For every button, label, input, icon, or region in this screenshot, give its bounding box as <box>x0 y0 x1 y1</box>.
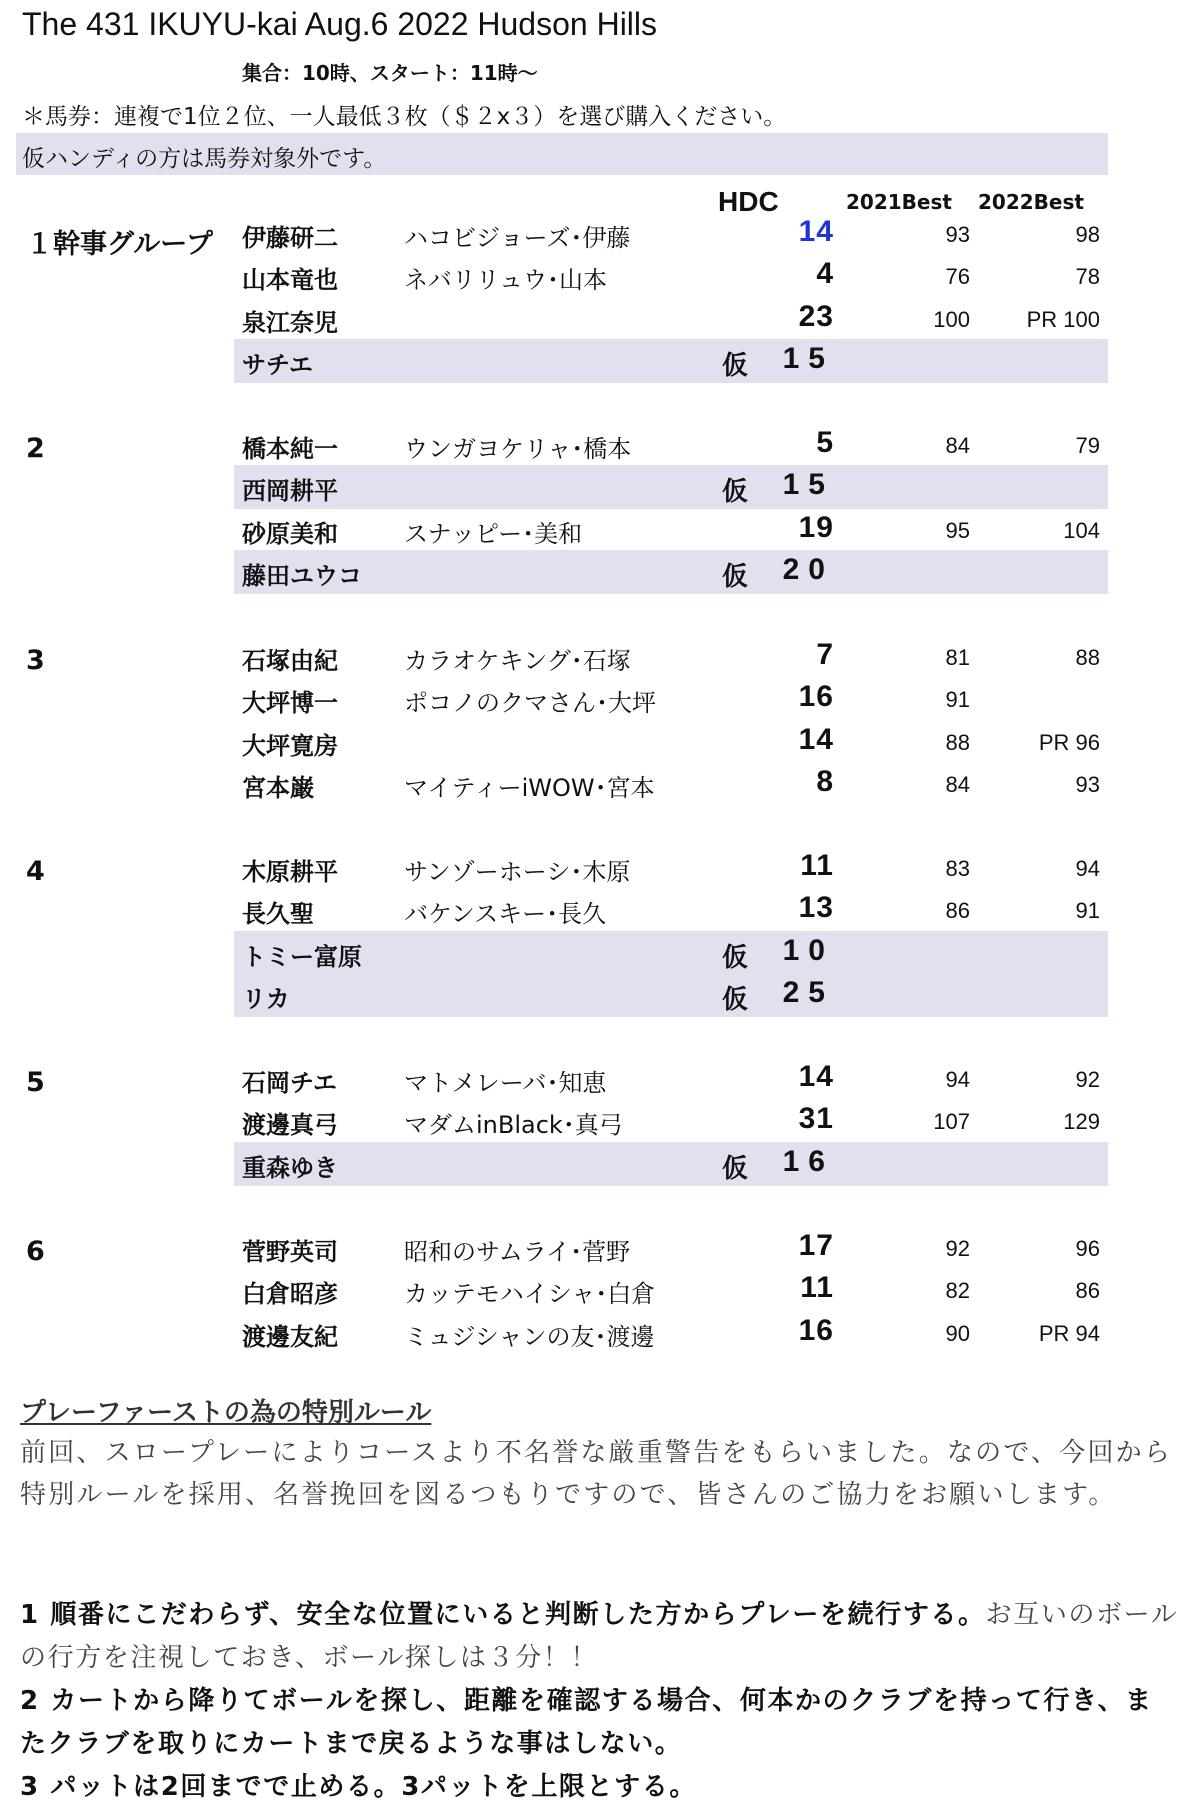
player-name: トミー富原 <box>242 942 362 971</box>
best-2021-score: 95 <box>945 517 970 543</box>
horse-name: ウンガヨケリャ･橋本 <box>404 435 632 463</box>
player-name: 橋本純一 <box>242 435 338 463</box>
provisional-mark: 仮 <box>722 477 749 508</box>
group-label: 6 <box>26 1236 45 1267</box>
best-2021-score: 84 <box>945 433 970 458</box>
handicap: 20 <box>782 552 834 586</box>
player-name: 石塚由紀 <box>242 647 338 675</box>
group-label: １幹事グループ <box>26 229 213 260</box>
best-2022-score: 94 <box>1075 856 1100 881</box>
player-name: 藤田ユウコ <box>242 561 362 590</box>
best-2022-score: PR 96 <box>1038 729 1100 755</box>
player-name: 砂原美和 <box>242 519 338 548</box>
best-2022-score: 79 <box>1075 433 1100 458</box>
handicap: 8 <box>816 764 834 798</box>
handicap: 7 <box>816 638 834 671</box>
best-2021-score: 94 <box>945 1067 970 1092</box>
provisional-mark: 仮 <box>722 561 749 592</box>
handicap: 25 <box>782 975 834 1009</box>
group-label: 4 <box>26 856 45 887</box>
handicap: 31 <box>798 1102 834 1136</box>
page-title: The 431 IKUYU-kai Aug.6 2022 Hudson Hills <box>22 6 658 42</box>
player-name: リカ <box>242 984 290 1013</box>
player-name: 伊藤研二 <box>242 224 338 252</box>
handicap: 16 <box>798 680 834 714</box>
handicap: 13 <box>798 891 834 925</box>
rule-item: 2 カートから降りてボールを探し、距離を確認する場合、何本かのクラブを持って行き、またクラブを取りにカートまで戻るような事はしない。 <box>20 1686 1153 1759</box>
provisional-row-highlight <box>234 550 1108 594</box>
handicap: 4 <box>816 257 834 291</box>
provisional-row-highlight <box>234 973 1108 1017</box>
player-name: 大坪博一 <box>242 689 338 718</box>
group-label: 3 <box>26 645 45 676</box>
best-2021-score: 100 <box>933 306 970 332</box>
best-2022-score: 78 <box>1075 264 1100 290</box>
provisional-note: 仮ハンディの方は馬券対象外です。 <box>22 146 387 172</box>
handicap: 14 <box>798 215 834 248</box>
player-name: 菅野英司 <box>242 1238 338 1266</box>
player-name: 白倉昭彦 <box>242 1280 338 1309</box>
player-name: 渡邊真弓 <box>242 1111 338 1140</box>
best-2022-score: 91 <box>1075 898 1100 924</box>
player-name: 大坪寛房 <box>242 731 338 760</box>
best-2022-score: PR 94 <box>1038 1320 1100 1346</box>
rules-title: プレーファーストの為の特別ルール <box>20 1398 432 1428</box>
handicap: 15 <box>782 341 834 375</box>
best-2021-score: 81 <box>945 645 970 670</box>
best-2022-score: 88 <box>1075 645 1100 670</box>
horse-name: スナッピー･美和 <box>404 519 583 548</box>
rule-item: 1 順番にこだわらず、安全な位置にいると判断した方からプレーを続行する。お互いのボールの行方を注視しておき、ボール探しは３分！！ <box>20 1600 1179 1673</box>
handicap: 19 <box>798 510 834 544</box>
handicap: 14 <box>798 722 834 756</box>
handicap: 14 <box>798 1060 834 1093</box>
player-name: 木原耕平 <box>242 858 338 886</box>
best-2021-score: 91 <box>945 687 970 713</box>
rule-item: 3 パットは2回までで止める。3パットを上限とする。 <box>20 1772 697 1802</box>
best-2022-score: 104 <box>1063 517 1100 543</box>
handicap: 23 <box>798 299 834 333</box>
player-name: 石岡チエ <box>242 1069 338 1097</box>
best-2022-score: PR 100 <box>1026 306 1100 332</box>
best-2021-score: 84 <box>945 771 970 797</box>
group-label: 5 <box>26 1067 45 1098</box>
horse-name: カラオケキング･石塚 <box>404 647 631 675</box>
provisional-mark: 仮 <box>722 350 749 381</box>
provisional-row-highlight <box>234 931 1108 975</box>
handicap: 11 <box>800 849 834 882</box>
best-2021-score: 93 <box>945 222 970 247</box>
handicap: 15 <box>782 468 834 502</box>
best-2022-score: 92 <box>1075 1067 1100 1092</box>
best-2021-column-header: 2021Best <box>846 190 952 214</box>
player-name: 渡邊友紀 <box>242 1322 338 1351</box>
rules-intro: 前回、スロープレーによりコースより不名誉な厳重警告をもらいました。なので、今回から特別ルールを採用、名誉挽回を図るつもりですので、皆さんのご協力をお願いします。 <box>20 1438 1173 1510</box>
best-2021-score: 76 <box>945 264 970 290</box>
horse-name: マダムinBlack･真弓 <box>404 1111 623 1140</box>
best-2022-score: 96 <box>1075 1236 1100 1261</box>
betting-note: ＊馬券：連複で1位２位、一人最低３枚（＄２x３）を選び購入ください。 <box>22 104 787 130</box>
provisional-row-highlight <box>234 339 1108 383</box>
provisional-mark: 仮 <box>722 984 749 1015</box>
hdc-column-header: HDC <box>718 186 779 217</box>
provisional-mark: 仮 <box>722 1153 749 1184</box>
best-2022-score: 98 <box>1075 222 1100 247</box>
handicap: 17 <box>798 1229 834 1262</box>
best-2021-score: 107 <box>933 1109 970 1135</box>
best-2022-column-header: 2022Best <box>978 190 1084 214</box>
best-2021-score: 88 <box>945 729 970 755</box>
rules-list <box>20 1594 1180 1809</box>
horse-name: ミュジシャンの友･渡邊 <box>404 1322 655 1351</box>
provisional-mark: 仮 <box>722 942 749 973</box>
handicap: 10 <box>782 933 834 967</box>
best-2021-score: 82 <box>945 1278 970 1304</box>
best-2021-score: 90 <box>945 1320 970 1346</box>
handicap: 16 <box>798 1313 834 1347</box>
player-name: サチエ <box>242 350 314 379</box>
horse-name: マトメレーバ･知恵 <box>404 1069 607 1097</box>
player-name: 長久聖 <box>242 900 314 929</box>
best-2021-score: 92 <box>945 1236 970 1261</box>
horse-name: カッテモハイシャ･白倉 <box>404 1280 656 1309</box>
player-name: 山本竜也 <box>242 266 338 295</box>
horse-name: ネバリリュウ･山本 <box>404 266 608 295</box>
best-2022-score: 93 <box>1075 771 1100 797</box>
horse-name: ハコビジョーズ･伊藤 <box>404 224 631 252</box>
best-2021-score: 86 <box>945 898 970 924</box>
provisional-row-highlight <box>234 465 1108 509</box>
horse-name: サンゾーホーシ･木原 <box>404 858 631 886</box>
horse-name: 昭和のサムライ･菅野 <box>404 1238 631 1266</box>
player-name: 重森ゆき <box>242 1153 338 1182</box>
horse-name: マイティーiWOW･宮本 <box>404 773 655 802</box>
best-2022-score: 86 <box>1075 1278 1100 1304</box>
handicap: 11 <box>800 1271 834 1305</box>
horse-name: バケンスキー･長久 <box>404 900 607 929</box>
best-2021-score: 83 <box>945 856 970 881</box>
handicap: 5 <box>816 426 834 459</box>
horse-name: ポコノのクマさん･大坪 <box>404 689 656 718</box>
handicap: 16 <box>782 1144 834 1178</box>
group-label: 2 <box>26 433 45 464</box>
best-2022-score: 129 <box>1063 1109 1100 1135</box>
player-name: 西岡耕平 <box>242 477 338 506</box>
player-name: 宮本巌 <box>242 773 314 802</box>
provisional-row-highlight <box>234 1142 1108 1186</box>
player-name: 泉江奈児 <box>242 308 338 337</box>
meeting-time: 集合：10時、スタート：11時～ <box>242 61 538 85</box>
